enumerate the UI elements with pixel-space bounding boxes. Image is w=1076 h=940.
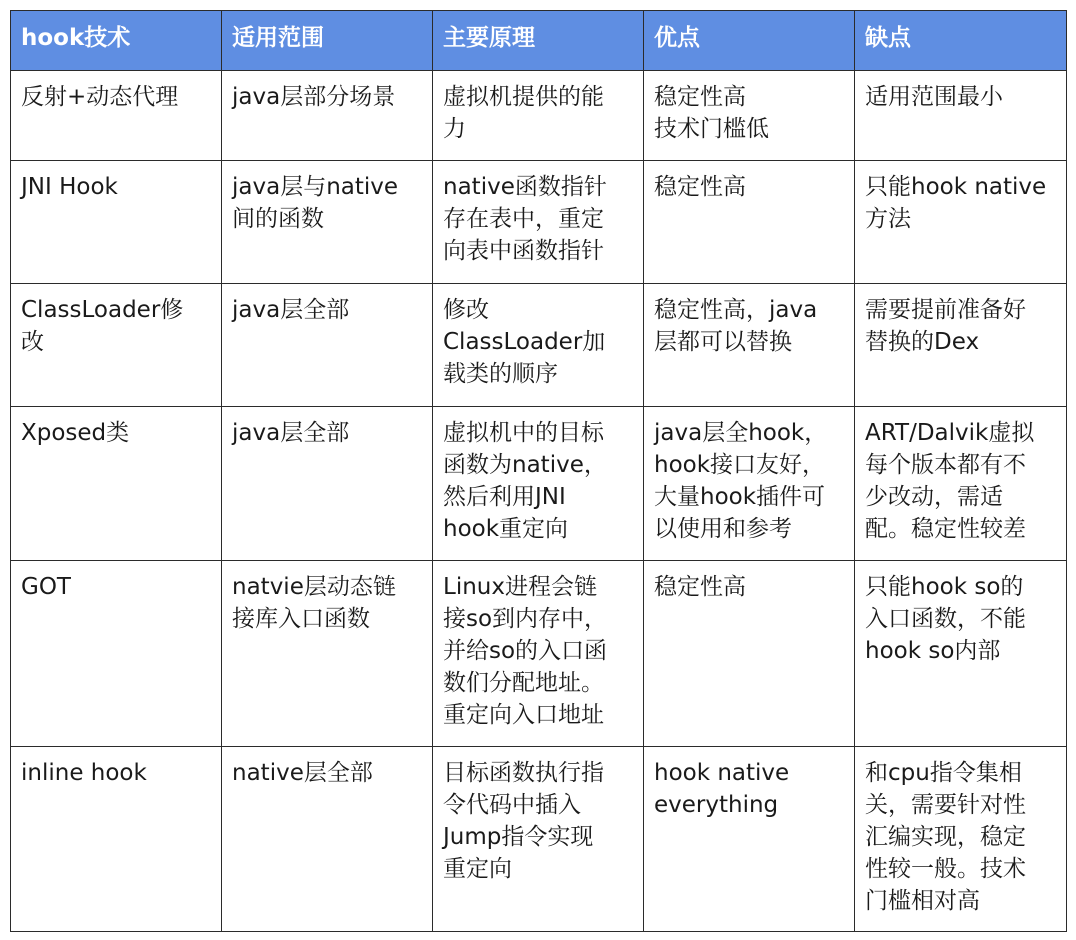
cell-technique: GOT: [11, 561, 222, 747]
cell-scope: native层全部: [222, 747, 433, 932]
cell-principle: 虚拟机中的目标 函数为native， 然后利用JNI hook重定向: [433, 407, 644, 561]
cell-disadvantages: 只能hook so的 入口函数，不能 hook so内部: [855, 561, 1067, 747]
cell-technique: inline hook: [11, 747, 222, 932]
table-row: [11, 561, 1067, 747]
header-principle: 主要原理: [433, 11, 644, 71]
table-row: [11, 284, 1067, 407]
cell-advantages: 稳定性高: [644, 561, 855, 747]
cell-advantages: 稳定性高，java 层都可以替换: [644, 284, 855, 407]
cell-disadvantages: 适用范围最小: [855, 71, 1067, 161]
table-body: [11, 71, 1067, 932]
cell-principle: 修改 ClassLoader加 载类的顺序: [433, 284, 644, 407]
cell-disadvantages: ART/Dalvik虚拟 每个版本都有不 少改动，需适 配。稳定性较差: [855, 407, 1067, 561]
cell-scope: java层全部: [222, 407, 433, 561]
table-row: [11, 747, 1067, 932]
header-advantages: 优点: [644, 11, 855, 71]
table-row: [11, 161, 1067, 284]
header-hook-technique: hook技术: [11, 11, 222, 71]
header-row: [11, 11, 1067, 71]
table-header: [11, 11, 1067, 71]
cell-principle: 目标函数执行指 令代码中插入 Jump指令实现 重定向: [433, 747, 644, 932]
cell-technique: ClassLoader修 改: [11, 284, 222, 407]
hook-comparison-table: [10, 10, 1067, 932]
cell-technique: Xposed类: [11, 407, 222, 561]
cell-advantages: hook native everything: [644, 747, 855, 932]
cell-scope: natvie层动态链 接库入口函数: [222, 561, 433, 747]
table-row: [11, 71, 1067, 161]
cell-technique: JNI Hook: [11, 161, 222, 284]
cell-disadvantages: 需要提前准备好 替换的Dex: [855, 284, 1067, 407]
cell-disadvantages: 和cpu指令集相 关，需要针对性 汇编实现，稳定 性较一般。技术 门槛相对高: [855, 747, 1067, 932]
cell-scope: java层部分场景: [222, 71, 433, 161]
cell-scope: java层与native 间的函数: [222, 161, 433, 284]
cell-principle: Linux进程会链 接so到内存中， 并给so的入口函 数们分配地址。 重定向入口地址: [433, 561, 644, 747]
cell-technique: 反射+动态代理: [11, 71, 222, 161]
cell-advantages: 稳定性高 技术门槛低: [644, 71, 855, 161]
header-scope: 适用范围: [222, 11, 433, 71]
cell-advantages: 稳定性高: [644, 161, 855, 284]
table-row: [11, 407, 1067, 561]
header-disadvantages: 缺点: [855, 11, 1067, 71]
cell-scope: java层全部: [222, 284, 433, 407]
cell-advantages: java层全hook， hook接口友好， 大量hook插件可 以使用和参考: [644, 407, 855, 561]
cell-principle: 虚拟机提供的能 力: [433, 71, 644, 161]
cell-principle: native函数指针 存在表中，重定 向表中函数指针: [433, 161, 644, 284]
cell-disadvantages: 只能hook native 方法: [855, 161, 1067, 284]
